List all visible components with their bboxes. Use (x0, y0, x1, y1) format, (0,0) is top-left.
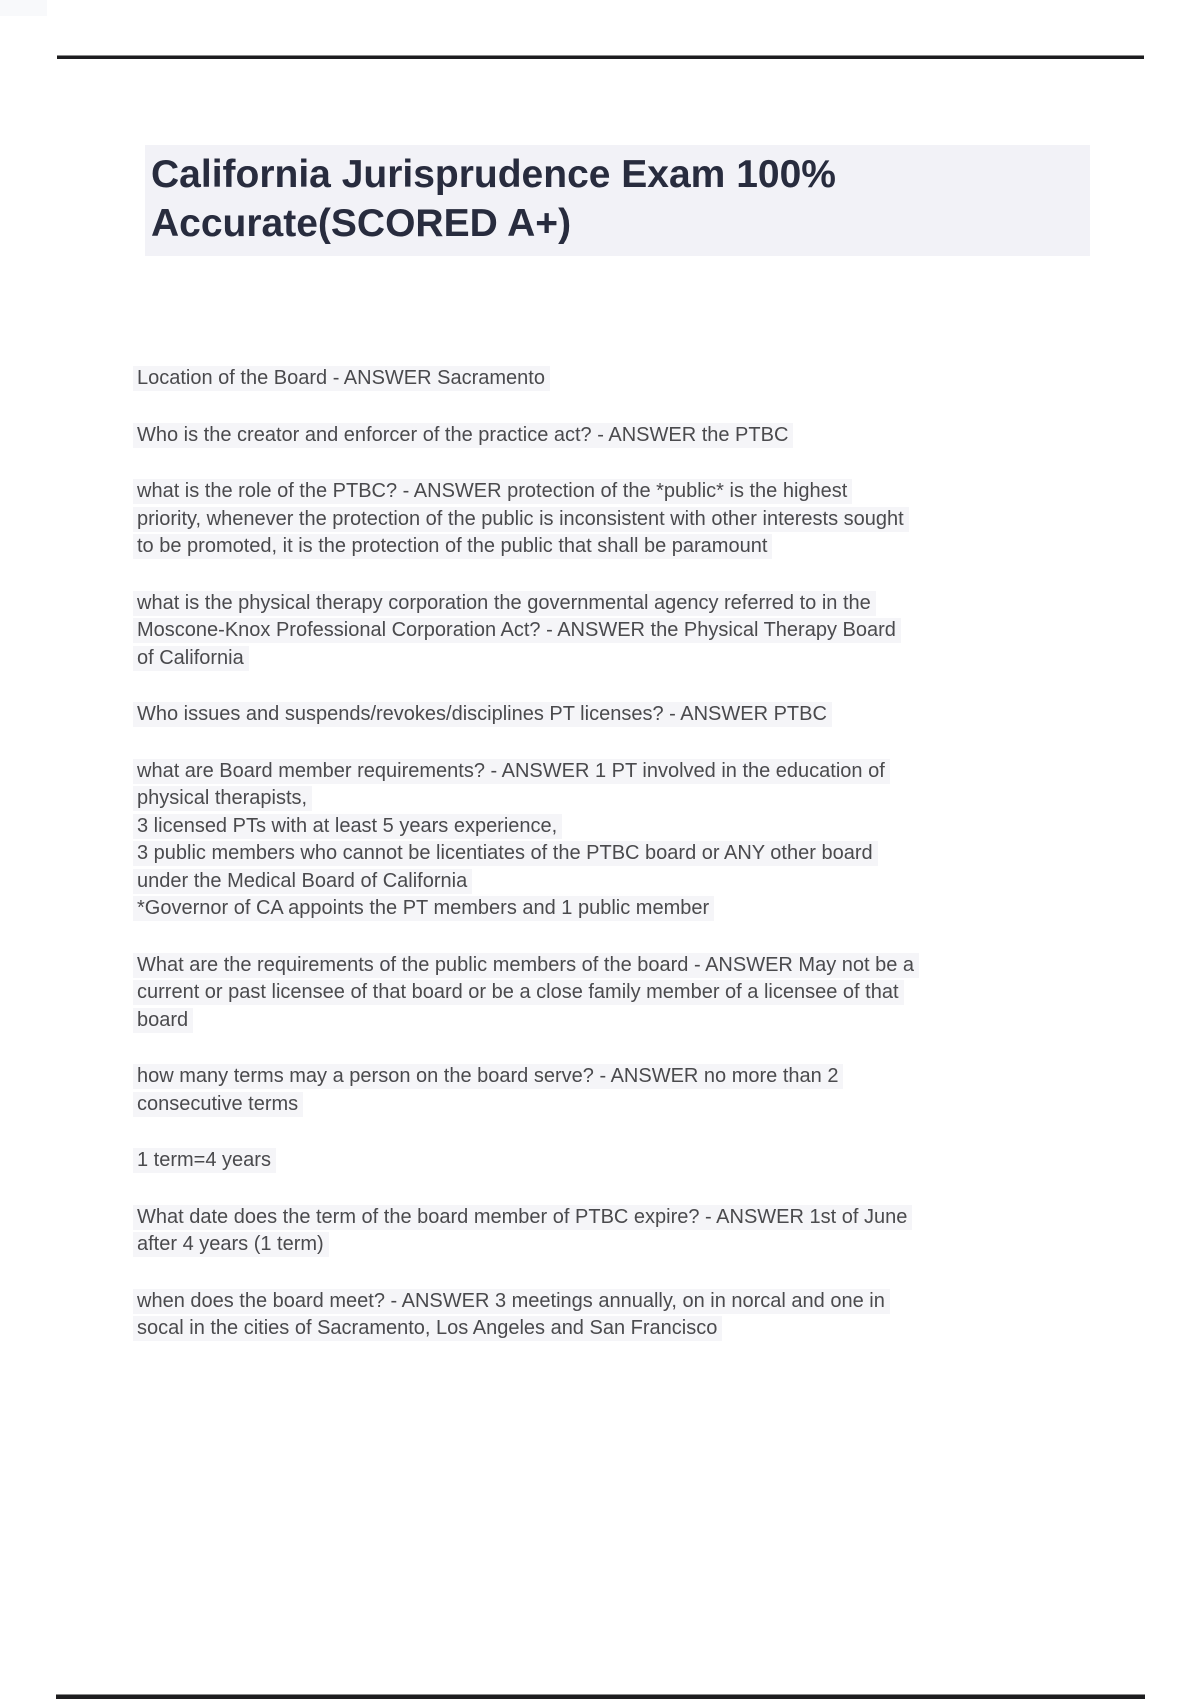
qa-line: Moscone-Knox Professional Corporation Act? - ANSWER the Physical Therapy Board (133, 618, 901, 643)
qa-paragraph (133, 422, 1093, 450)
qa-line: of California (133, 646, 249, 671)
qa-line: 3 public members who cannot be licentiates of the PTBC board or ANY other board (133, 841, 878, 866)
qa-line: socal in the cities of Sacramento, Los Angeles and San Francisco (133, 1316, 722, 1341)
qa-paragraph (133, 478, 1093, 561)
qa-paragraph (133, 590, 1093, 673)
qa-line: what is the role of the PTBC? - ANSWER protection of the *public* is the highest (133, 479, 852, 504)
qa-paragraph (133, 1204, 1093, 1259)
qa-line: 1 term=4 years (133, 1148, 276, 1173)
corner-artifact (0, 0, 47, 16)
bottom-rule (56, 1694, 1145, 1699)
qa-line: current or past licensee of that board or be a close family member of a licensee of that (133, 980, 904, 1005)
qa-line: what are Board member requirements? - ANSWER 1 PT involved in the education of (133, 759, 890, 784)
qa-list (133, 365, 1093, 1372)
qa-line: to be promoted, it is the protection of the public that shall be paramount (133, 534, 772, 559)
qa-line: after 4 years (1 term) (133, 1232, 329, 1257)
top-rule (57, 55, 1144, 59)
qa-paragraph (133, 1147, 1093, 1175)
qa-paragraph (133, 701, 1093, 729)
qa-line: What are the requirements of the public members of the board - ANSWER May not be a (133, 953, 919, 978)
qa-line: Who is the creator and enforcer of the practice act? - ANSWER the PTBC (133, 423, 793, 448)
qa-paragraph (133, 365, 1093, 393)
qa-paragraph (133, 1288, 1093, 1343)
qa-line: how many terms may a person on the board serve? - ANSWER no more than 2 (133, 1064, 843, 1089)
qa-line: *Governor of CA appoints the PT members and 1 public member (133, 896, 714, 921)
qa-line: Who issues and suspends/revokes/disciplines PT licenses? - ANSWER PTBC (133, 702, 832, 727)
qa-line: when does the board meet? - ANSWER 3 meetings annually, on in norcal and one in (133, 1289, 890, 1314)
qa-line: board (133, 1008, 193, 1033)
qa-paragraph (133, 758, 1093, 923)
qa-line: consecutive terms (133, 1092, 303, 1117)
qa-paragraph (133, 952, 1093, 1035)
qa-line: physical therapists, (133, 786, 312, 811)
qa-line: Location of the Board - ANSWER Sacramento (133, 366, 550, 391)
qa-line: priority, whenever the protection of the public is inconsistent with other interests sought (133, 507, 909, 532)
qa-line: What date does the term of the board member of PTBC expire? - ANSWER 1st of June (133, 1205, 912, 1230)
qa-line: under the Medical Board of California (133, 869, 472, 894)
page-title: California Jurisprudence Exam 100% Accurate(SCORED A+) (145, 145, 1090, 256)
qa-line: what is the physical therapy corporation the governmental agency referred to in the (133, 591, 876, 616)
qa-paragraph (133, 1063, 1093, 1118)
qa-line: 3 licensed PTs with at least 5 years experience, (133, 814, 562, 839)
